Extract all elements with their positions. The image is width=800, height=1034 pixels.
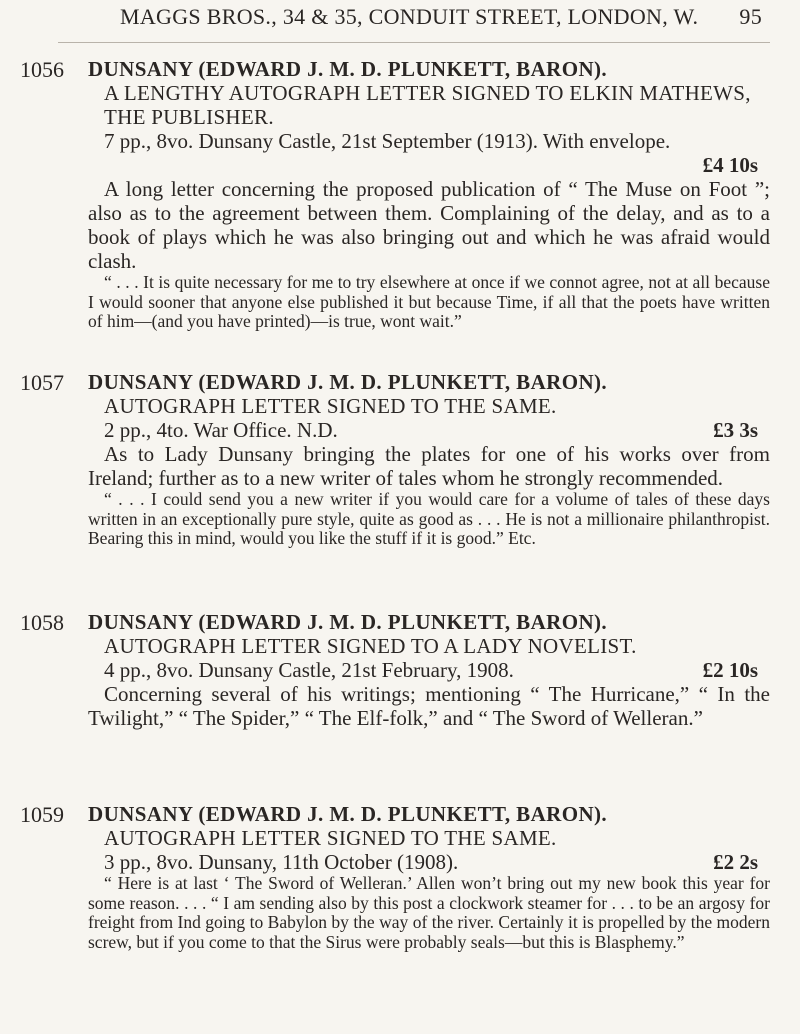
entry-quote: “ . . . It is quite necessary for me to try elsewhere at once if we connot agree, not at all because I would sooner that anyone else published it but because Time, if all that the poets have written of him—(and you have printed)—is true, wont wait.” (88, 272, 770, 331)
entry-price: £2 2s (713, 850, 758, 874)
entry-subtitle: AUTOGRAPH LETTER SIGNED TO A LADY NOVELIST. (104, 634, 637, 658)
entry-description-line: 7 pp., 8vo. Dunsany Castle, 21st September (1913). With envelope. (104, 129, 671, 153)
entry-body (88, 802, 770, 952)
page-header (60, 4, 762, 30)
entry-description: As to Lady Dunsany bringing the plates for one of his works over from Ireland; further as to a new writer of tales whom he strongly recommended. (88, 442, 770, 490)
lot-number: 1058 (20, 610, 64, 635)
entry-subtitle: AUTOGRAPH LETTER SIGNED TO THE SAME. (104, 394, 557, 418)
lot-number: 1056 (20, 57, 64, 82)
entry-author: DUNSANY (EDWARD J. M. D. PLUNKETT, BARON). (88, 802, 608, 826)
entry-details (88, 850, 770, 874)
entry-price: £2 10s (702, 658, 758, 682)
entry-details (88, 418, 770, 442)
entry-body (88, 610, 770, 730)
header-rule (58, 42, 770, 43)
entry-author: DUNSANY (EDWARD J. M. D. PLUNKETT, BARON). (88, 370, 608, 394)
entry-price: £4 10s (702, 153, 758, 177)
entry-price-row (88, 153, 770, 177)
entry-quote: “ Here is at last ‘ The Sword of Welleran.’ Allen won’t bring out my new book this year for some reason. . . . “ I am sending also by this post a clockwork steamer for . . . to be an argosy for freight from Ind going to Babylon by the way of the river. Certainly it is propelled by the modern screw, but if you come to that the Sirus were probably seals—but this is Blasphemy.” (88, 873, 770, 952)
entry-body (88, 370, 770, 549)
entry-subtitle: AUTOGRAPH LETTER SIGNED TO THE SAME. (104, 826, 557, 850)
entry-details (88, 658, 770, 682)
page-number: 95 (739, 4, 762, 29)
entry-description-line: 4 pp., 8vo. Dunsany Castle, 21st February, 1908. (104, 658, 514, 682)
entry-author: DUNSANY (EDWARD J. M. D. PLUNKETT, BARON). (88, 610, 608, 634)
entry-details (88, 129, 770, 153)
entry-subtitle: A LENGTHY AUTOGRAPH LETTER SIGNED TO ELKIN MATHEWS, THE PUBLISHER. (104, 81, 751, 129)
entry-description-line: 3 pp., 8vo. Dunsany, 11th October (1908). (104, 850, 459, 874)
entry-description: A long letter concerning the proposed publication of “ The Muse on Foot ”; also as to the agreement between them. Complaining of the delay, and as to a book of plays which he was also bringing out and which he was afraid would clash. (88, 177, 770, 273)
lot-number: 1057 (20, 370, 64, 395)
entry-description-line: 2 pp., 4to. War Office. N.D. (104, 418, 338, 442)
entry-description: Concerning several of his writings; mentioning “ The Hurricane,” “ In the Twilight,” “ The Spider,” “ The Elf-folk,” and “ The Sword of Welleran.” (88, 682, 770, 730)
entry-author: DUNSANY (EDWARD J. M. D. PLUNKETT, BARON). (88, 57, 608, 81)
publisher-line: MAGGS BROS., 34 & 35, CONDUIT STREET, LONDON, W. (120, 4, 699, 29)
entry-body (88, 57, 770, 332)
lot-number: 1059 (20, 802, 64, 827)
entry-quote: “ . . . I could send you a new writer if you would care for a volume of tales of these days written in an exceptionally pure style, quite as good as . . . He is not a millionaire philanthropist. Bearing this in mind, would you like the stuff if it is good.” Etc. (88, 489, 770, 548)
entry-price: £3 3s (713, 418, 758, 442)
